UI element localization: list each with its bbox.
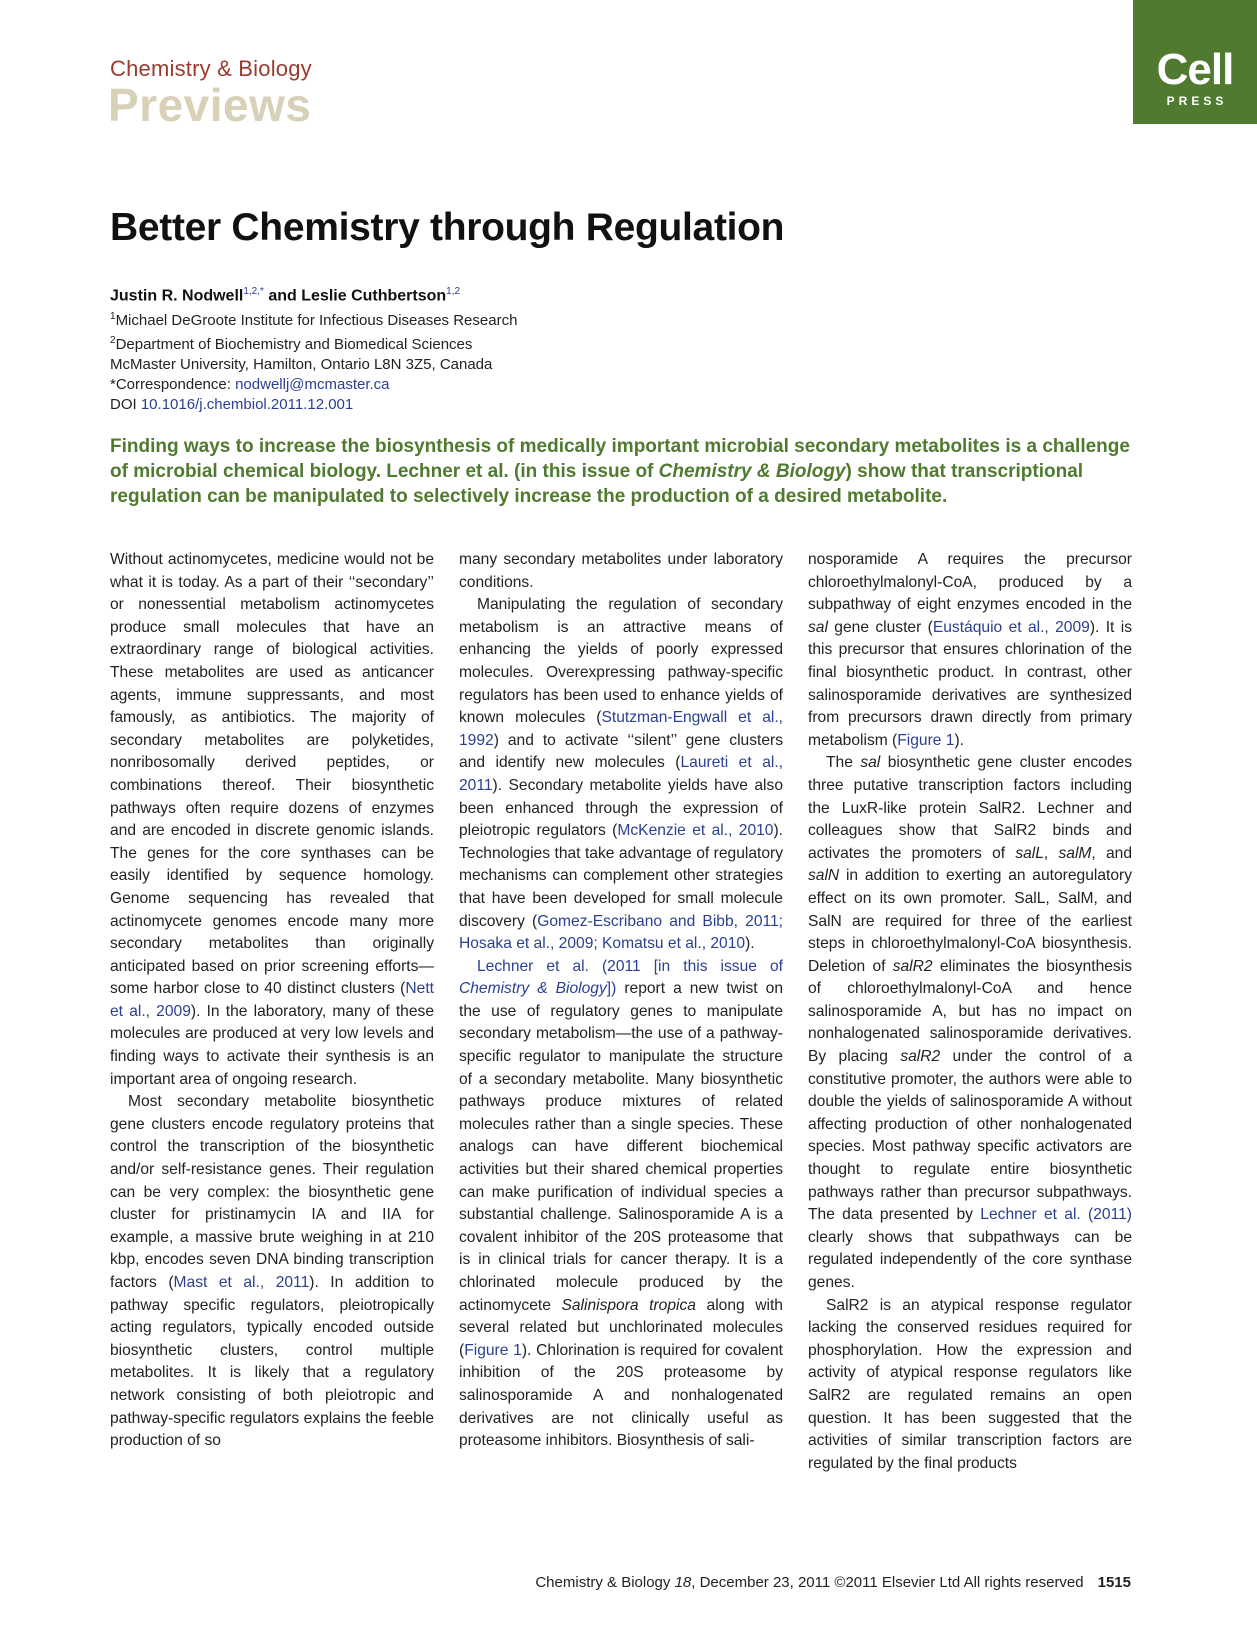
author-2: Leslie Cuthbertson — [301, 287, 447, 305]
author-1: Justin R. Nodwell — [110, 287, 244, 305]
gene-name: salL — [1015, 844, 1044, 862]
text: Manipulating the regulation of secondary metabolism is an attractive means of enhancing the yields of poorly expressed molecules. Overexpressing pathway-specific regulators has been used to enhance yields of known molecules ( — [459, 596, 783, 727]
abstract-text: Finding ways to increase the biosynthesis of medically important microbial secondary metabolites is a challenge of microbial chemical biology. Lechner et al. (in this issue of — [110, 436, 1130, 482]
citation-link[interactable]: Eustáquio et al., 2009 — [932, 618, 1090, 636]
gene-name: salN — [808, 867, 840, 885]
text: The — [826, 754, 861, 772]
affiliation-marker: 2 — [110, 335, 116, 346]
author-conjunction: and — [263, 287, 302, 305]
correspondence-email-link[interactable]: nodwellj@mcmaster.ca — [235, 376, 390, 393]
citation-link[interactable]: Nett et al., 2009 — [110, 980, 434, 1020]
text: gene cluster ( — [827, 618, 933, 636]
text: Without actinomycetes, medicine would not be what it is today. As a part of their ‘‘secondary’’ or nonessential metabolism actinomycetes produce small molecules that have an extraordinary range of biological activities. These metabolites are used as anticancer agents, immune suppressants, and most famously, as antibiotics. The majority of secondary metabolites are polyketides, nonribosomally derived peptides, or combinations thereof. Their biosynthetic pathways often require dozens of enzymes and are encoded in discrete genomic islands. The genes for the core synthases can be easily identified by sequence homology. Genome sequencing has revealed that actinomycete genomes encode many more secondary metabolites than originally anticipated based on prior screening efforts—some harbor close to 40 distinct clusters ( — [110, 551, 434, 998]
text: , — [1043, 844, 1059, 862]
body-column-3 — [808, 549, 1132, 1475]
text: ). Secondary metabolite yields have also been enhanced through the expression of pleiotropic regulators ( — [459, 776, 783, 840]
gene-name: salM — [1058, 844, 1092, 862]
cell-press-logo — [1133, 0, 1257, 124]
gene-name: sal — [808, 618, 828, 636]
doi-link[interactable]: 10.1016/j.chembiol.2011.12.001 — [140, 396, 354, 413]
gene-name: sal — [860, 754, 881, 772]
text: ). In the laboratory, many of these molecules are produced at very low levels and finding ways to activate their synthesis is an important area of ongoing research. — [110, 1002, 434, 1088]
text: ). Technologies that take advantage of regulatory mechanisms can complement other strategies that have been developed for small molecule discovery ( — [459, 822, 783, 930]
affiliation-marker: 1 — [110, 311, 116, 322]
affiliation-1 — [110, 307, 730, 331]
affiliation-3 — [110, 355, 730, 375]
citation-link[interactable]: Laureti et al., 2011 — [459, 754, 783, 794]
correspondence-label: *Correspondence: — [110, 376, 236, 393]
affiliation-text: Department of Biochemistry and Biomedical Sciences — [115, 336, 473, 353]
abstract-journal-italic: Chemistry & Biology — [658, 461, 846, 482]
citation-link[interactable]: Mast et al., 2011 — [173, 1274, 310, 1291]
author-list — [110, 286, 460, 305]
citation-italic: Chemistry & Biology — [459, 980, 607, 998]
author-1-affil: 1,2,* — [243, 286, 264, 297]
journal-name: Chemistry & Biology — [110, 56, 312, 81]
gene-name: salR2 — [900, 1048, 941, 1066]
affiliation-2 — [110, 331, 730, 355]
text: ). It is this precursor that ensures chlorination of the final biosynthetic product. In contrast, other salinosporamide derivatives are synthesized from precursors drawn directly from primary metabolism ( — [808, 618, 1132, 749]
footer-volume: 18 — [674, 1574, 692, 1591]
footer-journal: Chemistry & Biology — [535, 1574, 675, 1591]
gene-name: salR2 — [892, 957, 933, 975]
author-2-affil: 1,2 — [446, 286, 461, 297]
paragraph: many secondary metabolites under laboratory conditions. — [459, 551, 783, 591]
paragraph — [808, 752, 1132, 1294]
figure-link[interactable]: Figure 1 — [897, 731, 955, 749]
text: in addition to exerting an autoregulatory effect on its own promoter. SalL, SalM, and SalN are required for three of the earliest steps in chloroethylmalonyl-CoA biosynthesis. Deletion of — [808, 867, 1132, 975]
abstract — [110, 434, 1130, 509]
paragraph — [459, 594, 783, 956]
citation-link[interactable]: Stutzman-Engwall et al., 1992 — [459, 709, 783, 749]
text: eliminates the biosynthesis of chloroethylmalonyl-CoA and hence salinosporamide A, but has no impact on nonhalogenated salinosporamide derivatives. By placing — [808, 957, 1132, 1066]
text: ). — [954, 731, 965, 749]
citation-link[interactable]: Gomez-Escribano and Bibb, 2011; Hosaka et al., 2009; Komatsu et al., 2010 — [459, 912, 784, 953]
paragraph — [808, 549, 1132, 752]
citation-link[interactable]: Lechner et al. (2011) — [980, 1206, 1132, 1224]
affiliation-text: McMaster University, Hamilton, Ontario L8N 3Z5, Canada — [110, 356, 493, 373]
text: under the control of a constitutive promoter, the authors were able to double the yields of salinosporamide A without affecting production of other nonhalogenated species. Most pathway specific activators are thought to regulate entire biosynthetic pathways rather than precursor subpathways. The data presented by — [808, 1048, 1132, 1224]
affiliation-text: Michael DeGroote Institute for Infectious Diseases Research — [115, 312, 518, 329]
logo-subtext: PRESS — [1166, 94, 1228, 108]
footer-copyright: ©2011 Elsevier Ltd All rights reserved — [834, 1574, 1084, 1591]
body-column-2 — [459, 549, 783, 1453]
citation-text: ]) — [606, 980, 617, 998]
abstract-text: ) show that transcriptional regulation can be manipulated to selectively increase the production of a desired metabolite. — [110, 461, 1084, 507]
text: ). Chlorination is required for covalent inhibition of the 20S proteasome by salinosporamide A and nonhalogenated derivatives are not clinically useful as proteasome inhibitors. Biosynthesis of sali- — [459, 1341, 783, 1450]
paragraph: SalR2 is an atypical response regulator lacking the conserved residues required for phosphorylation. How the expression and activity of atypical response regulators like SalR2 are regulated remains an open question. It has been suggested that the activities of similar transcription factors are regulated by the final products — [808, 1296, 1132, 1472]
affiliations — [110, 307, 730, 415]
text: biosynthetic gene cluster encodes three putative transcription factors including the LuxR-like protein SalR2. Lechner and colleagues show that SalR2 binds and activates the promoters of — [808, 754, 1132, 862]
species-name: Salinispora tropica — [561, 1296, 696, 1314]
text: report a new twist on the use of regulatory genes to manipulate secondary metabolism—the use of a pathway-specific regulator to manipulate the structure of a secondary metabolite. Many biosynthetic pathways produce mixtures of related molecules rather than a single species. These analogs can have different biochemical activities but their shared chemical properties can make purification of individual species a substantial challenge. Salinosporamide A is a covalent inhibitor of the 20S proteasome that is in clinical trials for cancer therapy. It is a chlorinated molecule produced by the actinomycete — [459, 980, 783, 1314]
citation-link[interactable]: McKenzie et al., 2010 — [617, 822, 774, 840]
body-column-1 — [110, 549, 434, 1453]
figure-link[interactable]: Figure 1 — [464, 1341, 522, 1359]
text: ). In addition to pathway specific regulators, pleiotropically acting regulators, typically encoded outside biosynthetic clusters, control multiple metabolites. It is likely that a regulatory network consisting of both pleiotropic and pathway-specific regulators explains the feeble production of so — [110, 1274, 434, 1450]
page-footer — [535, 1574, 1131, 1591]
text: ). — [745, 935, 755, 953]
text: along with several related but unchlorinated molecules ( — [459, 1296, 783, 1359]
paragraph — [459, 956, 783, 1453]
text: ) and to activate ‘‘silent’’ gene clusters and identify new molecules ( — [459, 731, 783, 772]
text: , and — [1091, 844, 1132, 862]
citation-text: Lechner et al. (2011 [in this issue of — [477, 957, 783, 975]
doi-line — [110, 395, 730, 415]
text: nosporamide A requires the precursor chloroethylmalonyl-CoA, produced by a subpathway of eight enzymes encoded in the — [808, 551, 1132, 614]
section-name: Previews — [108, 79, 312, 131]
logo-text: Cell — [1156, 45, 1234, 94]
article-title: Better Chemistry through Regulation — [110, 206, 785, 249]
paragraph — [110, 549, 434, 1091]
text: clearly shows that subpathways can be regulated independently of the core synthase genes. — [808, 1228, 1132, 1291]
footer-date: , December 23, 2011 — [691, 1574, 835, 1591]
page-number: 1515 — [1097, 1574, 1131, 1591]
paragraph — [110, 1091, 434, 1453]
doi-label: DOI — [110, 396, 141, 413]
text: Most secondary metabolite biosynthetic gene clusters encode regulatory proteins that control the transcription of the biosynthetic and/or self-resistance genes. Their regulation can be very complex: the biosynthetic gene cluster for pristinamycin IA and IIA for example, a massive brute weighing in at 210 kbp, encodes seven DNA binding transcription factors ( — [110, 1093, 434, 1291]
correspondence — [110, 375, 730, 395]
